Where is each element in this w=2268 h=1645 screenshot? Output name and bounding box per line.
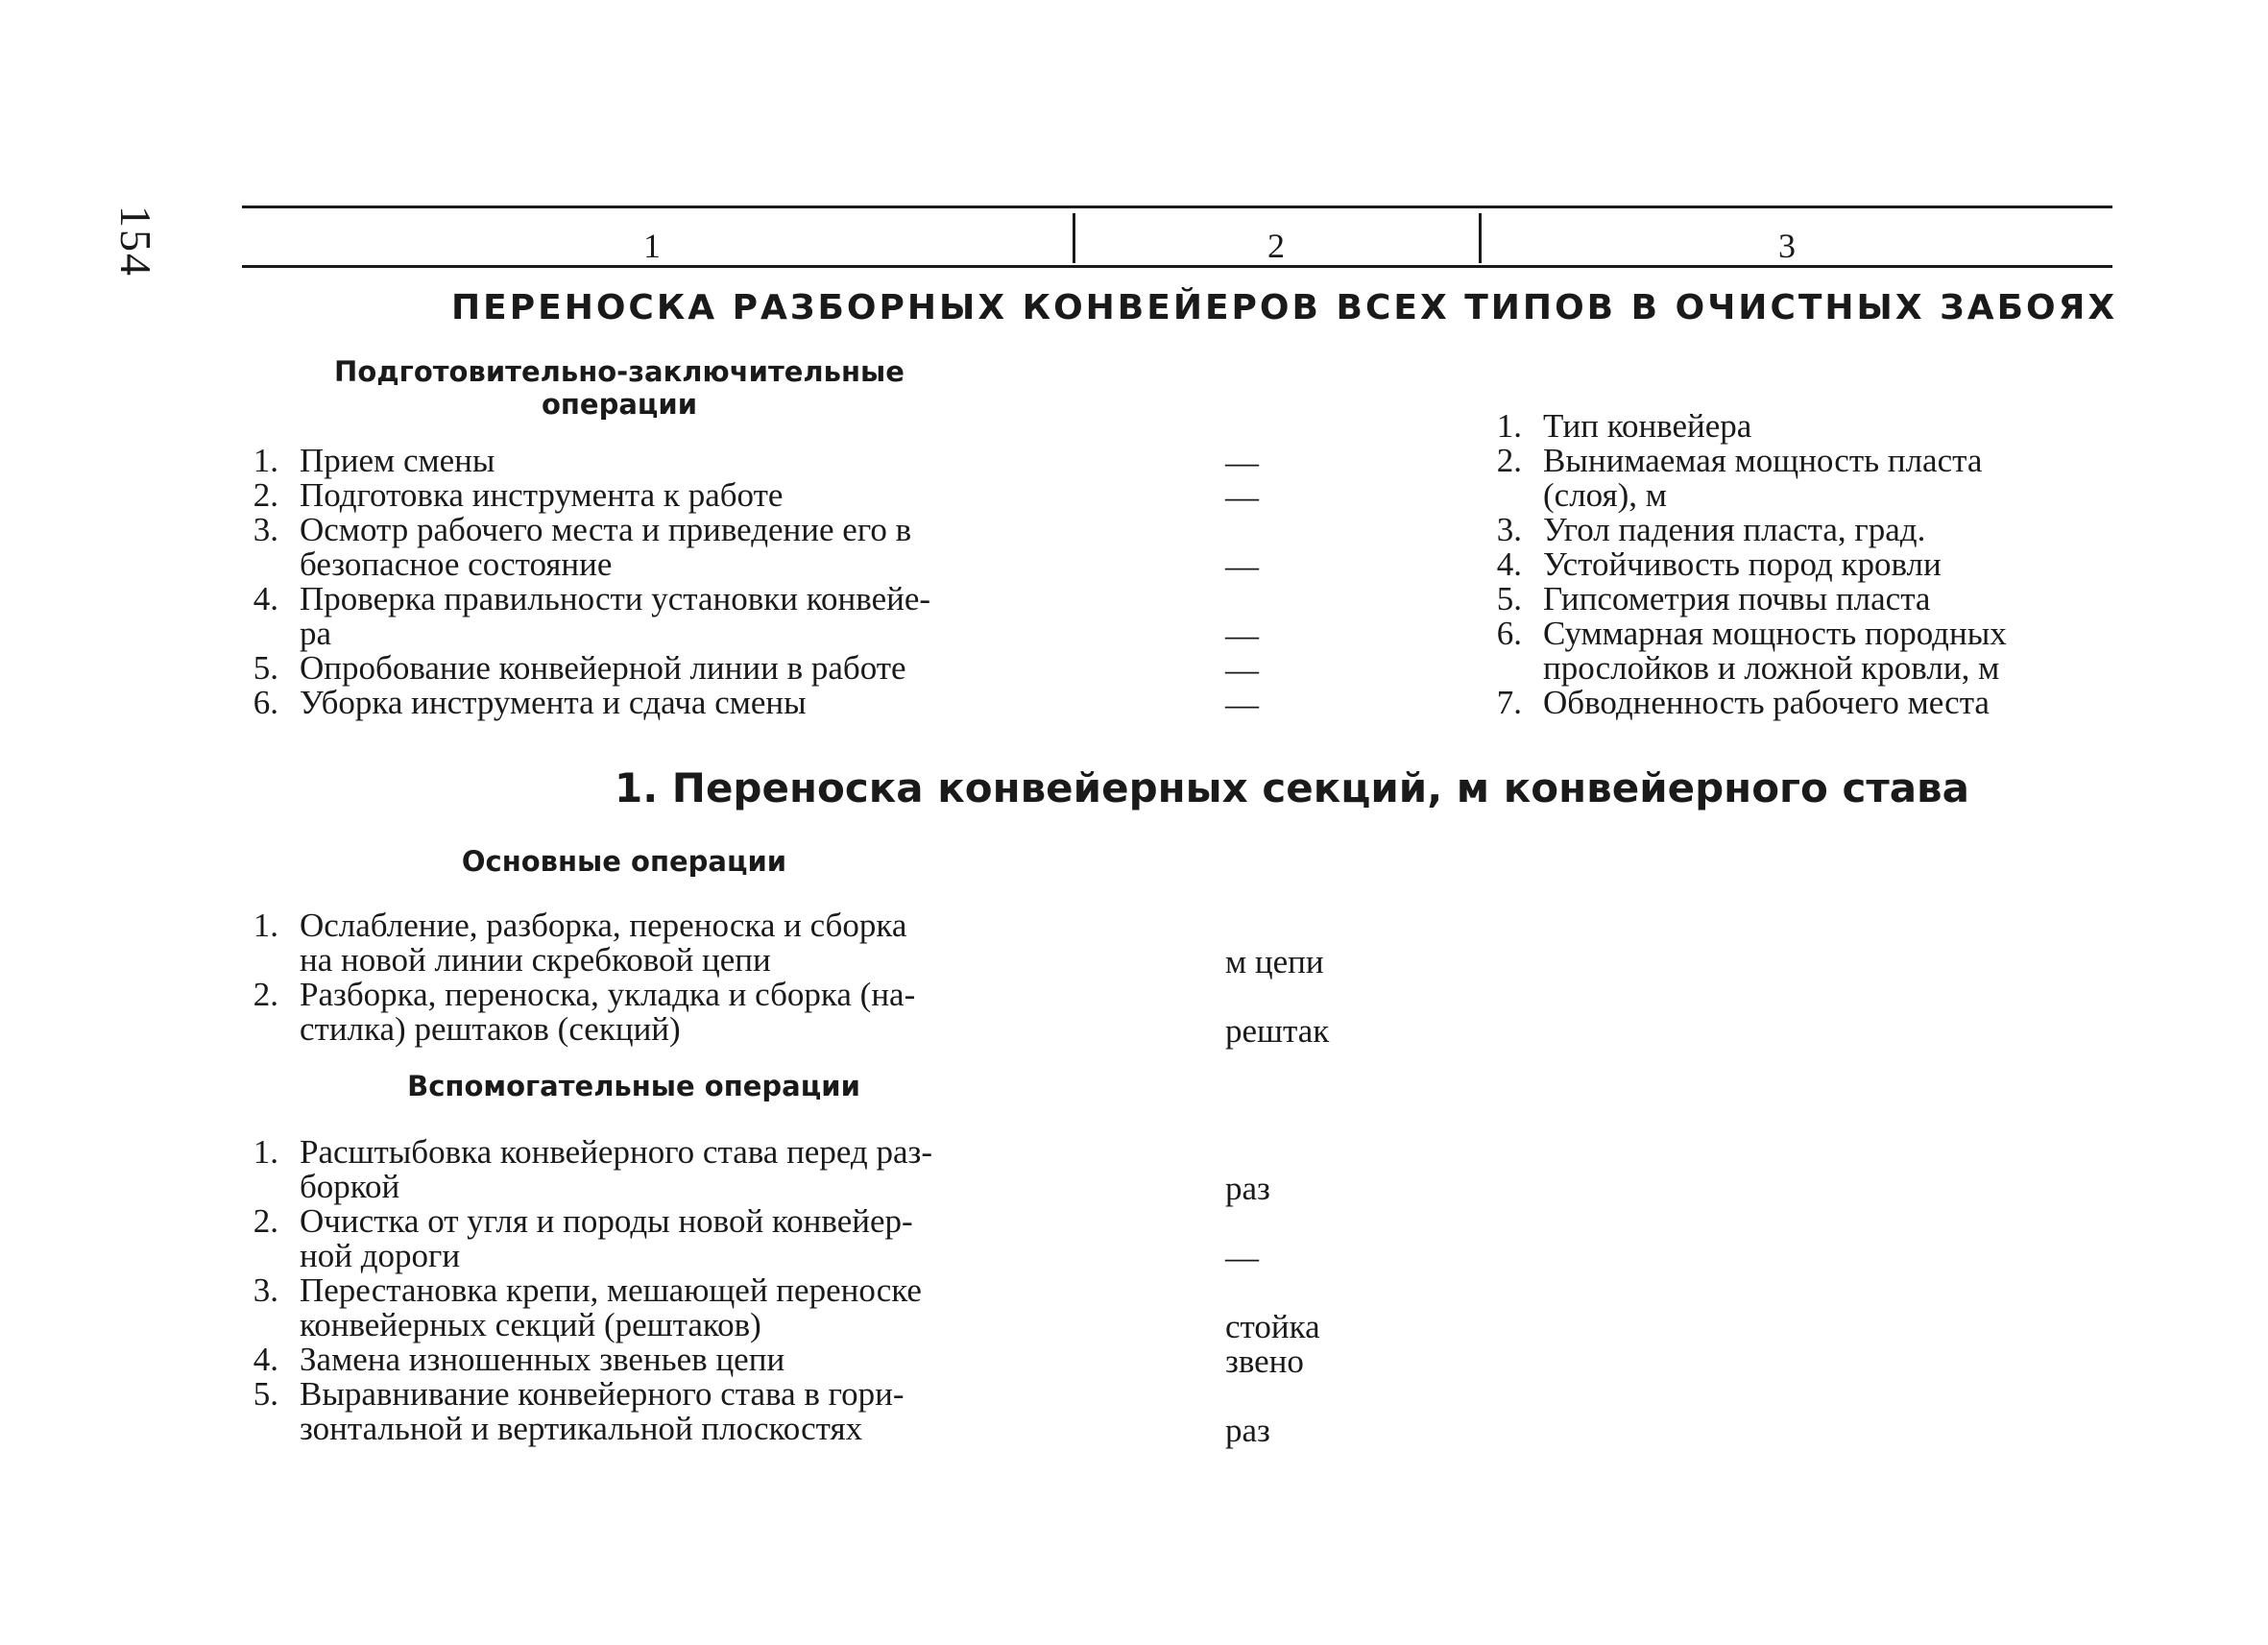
factor-text: Обводненность рабочего места <box>1543 684 1990 721</box>
aux-operation-text-line2: боркой <box>300 1168 400 1205</box>
header-bottom-rule <box>242 265 2112 268</box>
factor-item <box>1484 547 2112 582</box>
main-operation-text-line2: стилка) рештаков (секций) <box>300 1010 681 1048</box>
factor-text-line1: Вынимаемая мощность пласта <box>1543 442 1983 479</box>
prep-item <box>240 444 1066 478</box>
prep-unit: — <box>1225 547 1259 585</box>
prep-heading-line2: операции <box>541 388 698 421</box>
column-number-3: 3 <box>1778 227 1796 265</box>
main-title: ПЕРЕНОСКА РАЗБОРНЫХ КОНВЕЙЕРОВ ВСЕХ ТИПОВ В ОЧИСТНЫХ ЗАБОЯХ <box>451 288 2118 327</box>
factor-item <box>1484 617 2112 686</box>
column-number-2: 2 <box>1267 227 1285 265</box>
prep-item-text: Уборка инструмента и сдача смены <box>300 684 807 721</box>
prep-unit: — <box>1225 651 1259 689</box>
aux-operation-item <box>240 1273 1066 1343</box>
aux-operation-item <box>240 1343 1066 1377</box>
aux-operation-text-line1: Расштыбовка конвейерного става перед раз- <box>300 1133 932 1171</box>
factor-text: Устойчивость пород кровли <box>1543 545 1942 583</box>
aux-operation-number: 5. <box>253 1375 278 1413</box>
factor-item <box>1484 513 2112 547</box>
aux-operation-text-line2: зонтальной и вертикальной плоскостях <box>300 1410 863 1447</box>
factor-text-line2: (слоя), м <box>1543 476 1667 514</box>
header-divider-1 <box>1073 213 1075 263</box>
aux-operation-unit: стойка <box>1225 1308 1320 1345</box>
aux-operation-number: 2. <box>253 1202 278 1240</box>
aux-operation-text-line2: конвейерных секций (рештаков) <box>300 1306 761 1343</box>
aux-operation-unit: раз <box>1225 1412 1270 1449</box>
aux-operation-unit: звено <box>1225 1343 1304 1380</box>
aux-operation-item <box>240 1135 1066 1204</box>
main-operation-text-line2: на новой линии скребковой цепи <box>300 941 771 979</box>
prep-unit: — <box>1225 444 1259 481</box>
page-number: 154 <box>111 206 160 278</box>
factor-item <box>1484 582 2112 617</box>
prep-item-text-line1: Осмотр рабочего места и приведение его в <box>300 511 912 548</box>
factor-text-line1: Суммарная мощность породных <box>1543 615 2007 652</box>
prep-item-text-line2: ра <box>300 615 332 652</box>
main-operation-item <box>240 978 1066 1047</box>
prep-item <box>240 513 1066 582</box>
prep-item-text-line1: Проверка правильности установки конвейе- <box>300 580 931 617</box>
prep-heading-line1: Подготовительно-заключительные <box>334 355 905 388</box>
main-operation-unit: м цепи <box>1225 943 1324 980</box>
prep-item-text: Подготовка инструмента к работе <box>300 476 784 514</box>
aux-operation-text-line1: Выравнивание конвейерного става в гори- <box>300 1375 905 1413</box>
header-top-rule <box>242 206 2112 208</box>
aux-operation-unit: раз <box>1225 1170 1270 1207</box>
prep-item <box>240 478 1066 513</box>
prep-unit: — <box>1225 617 1259 654</box>
prep-item-text-line2: безопасное состояние <box>300 545 613 583</box>
aux-operation-item <box>240 1377 1066 1446</box>
aux-operation-unit: — <box>1225 1239 1259 1276</box>
prep-item-number: 2. <box>253 476 278 514</box>
prep-heading <box>317 355 922 421</box>
prep-item-text: Прием смены <box>300 442 495 479</box>
factor-number: 3. <box>1496 511 1522 548</box>
factor-number: 1. <box>1496 407 1522 445</box>
factor-number: 5. <box>1496 580 1522 617</box>
factor-item <box>1484 409 2112 444</box>
section-title: 1. Переноска конвейерных секций, м конвейерного става <box>615 764 1969 811</box>
prep-item <box>240 582 1066 651</box>
main-operation-number: 2. <box>253 976 278 1013</box>
aux-operation-number: 1. <box>253 1133 278 1171</box>
aux-operation-text: Замена изношенных звеньев цепи <box>300 1341 785 1378</box>
main-operation-unit: рештак <box>1225 1012 1330 1050</box>
main-operation-number: 1. <box>253 907 278 944</box>
aux-operation-item <box>240 1204 1066 1273</box>
main-operations-heading: Основные операции <box>461 845 787 878</box>
factor-item <box>1484 444 2112 513</box>
aux-operation-text-line1: Очистка от угля и породы новой конвейер- <box>300 1202 913 1240</box>
header-divider-2 <box>1479 213 1482 263</box>
factor-number: 2. <box>1496 442 1522 479</box>
factor-item <box>1484 686 2112 720</box>
factor-number: 6. <box>1496 615 1522 652</box>
prep-unit: — <box>1225 478 1259 516</box>
aux-operations-heading: Вспомогательные операции <box>407 1070 860 1102</box>
prep-item <box>240 651 1066 686</box>
factor-text: Тип конвейера <box>1543 407 1752 445</box>
prep-item-number: 5. <box>253 649 278 687</box>
prep-item-number: 4. <box>253 580 278 617</box>
prep-item-number: 6. <box>253 684 278 721</box>
factor-text: Угол падения пласта, град. <box>1543 511 1926 548</box>
prep-item-number: 1. <box>253 442 278 479</box>
aux-operation-number: 3. <box>253 1271 278 1309</box>
main-operation-text-line1: Разборка, переноска, укладка и сборка (на- <box>300 976 916 1013</box>
prep-item <box>240 686 1066 720</box>
column-number-1: 1 <box>643 227 661 265</box>
prep-unit: — <box>1225 686 1259 723</box>
main-operation-text-line1: Ослабление, разборка, переноска и сборка <box>300 907 907 944</box>
prep-item-number: 3. <box>253 511 278 548</box>
prep-item-text: Опробование конвейерной линии в работе <box>300 649 906 687</box>
factor-number: 7. <box>1496 684 1522 721</box>
factor-text-line2: прослойков и ложной кровли, м <box>1543 649 2000 687</box>
main-operation-item <box>240 908 1066 978</box>
factor-text: Гипсометрия почвы пласта <box>1543 580 1931 617</box>
factor-number: 4. <box>1496 545 1522 583</box>
aux-operation-number: 4. <box>253 1341 278 1378</box>
aux-operation-text-line1: Перестановка крепи, мешающей переноске <box>300 1271 922 1309</box>
aux-operation-text-line2: ной дороги <box>300 1237 461 1274</box>
